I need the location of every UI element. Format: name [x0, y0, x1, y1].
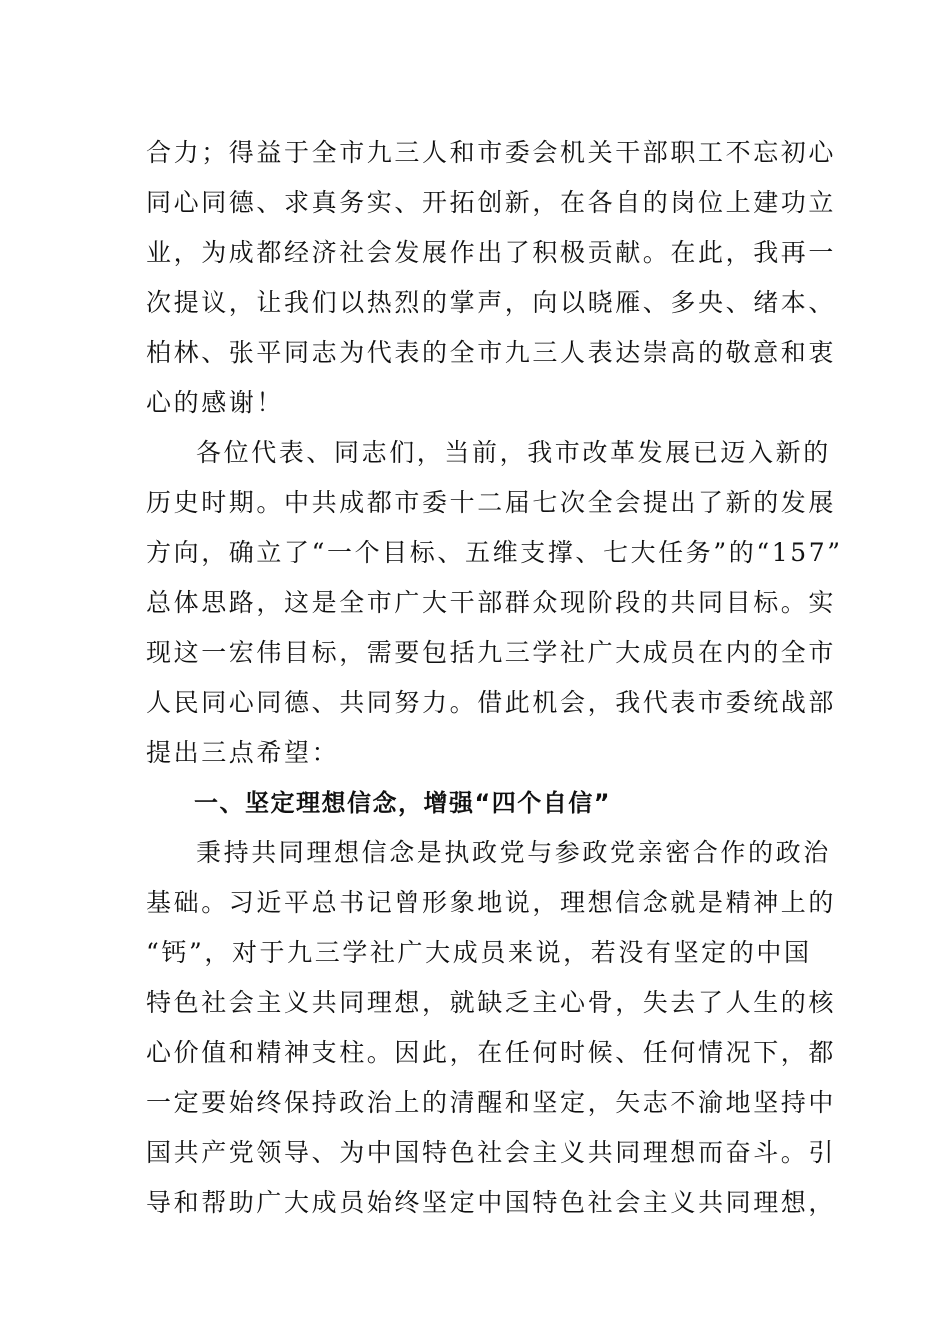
paragraph-1-line: 次提议，让我们以热烈的掌声，向以晓雁、多央、绪本、 [146, 288, 837, 317]
paragraph-2-line: 现这一宏伟目标，需要包括九三学社广大成员在内的全市 [146, 638, 837, 667]
paragraph-2-line: 总体思路，这是全市广大干部群众现阶段的共同目标。实 [146, 588, 837, 617]
paragraph-1-line: 同心同德、求真务实、开拓创新，在各自的岗位上建功立 [146, 188, 837, 217]
paragraph-2-line: 各位代表、同志们，当前，我市改革发展已迈入新的 [196, 438, 831, 467]
paragraph-3-line: 基础。习近平总书记曾形象地说，理想信念就是精神上的 [146, 888, 837, 917]
paragraph-2-line: 人民同心同德、共同努力。借此机会，我代表市委统战部 [146, 688, 837, 717]
paragraph-3-line: 心价值和精神支柱。因此，在任何时候、任何情况下，都 [146, 1038, 837, 1067]
paragraph-2-line: 历史时期。中共成都市委十二届七次全会提出了新的发展 [146, 488, 837, 517]
paragraph-1-line: 柏林、张平同志为代表的全市九三人表达崇高的敬意和衷 [146, 338, 837, 367]
paragraph-3-line: 特色社会主义共同理想，就缺乏主心骨，失去了人生的核 [146, 988, 837, 1017]
paragraph-1-line: 业，为成都经济社会发展作出了积极贡献。在此，我再一 [146, 238, 837, 267]
paragraph-1-line: 合力；得益于全市九三人和市委会机关干部职工不忘初心 [146, 138, 837, 167]
paragraph-3-line: 一定要始终保持政治上的清醒和坚定，矢志不渝地坚持中 [146, 1088, 837, 1117]
paragraph-3-line: 国共产党领导、为中国特色社会主义共同理想而奋斗。引 [146, 1138, 837, 1167]
paragraph-2-line: 方向，确立了“一个目标、五维支撑、七大任务”的“157” [146, 538, 843, 567]
paragraph-3-line: “钙”，对于九三学社广大成员来说，若没有坚定的中国 [146, 938, 812, 967]
paragraph-3-line: 导和帮助广大成员始终坚定中国特色社会主义共同理想， [146, 1188, 837, 1217]
paragraph-3-line: 秉持共同理想信念是执政党与参政党亲密合作的政治 [196, 838, 831, 867]
paragraph-2-line: 提出三点希望： [146, 738, 340, 767]
section-heading: 一、坚定理想信念，增强“四个自信” [194, 789, 612, 817]
paragraph-1-line: 心的感谢！ [146, 388, 285, 417]
